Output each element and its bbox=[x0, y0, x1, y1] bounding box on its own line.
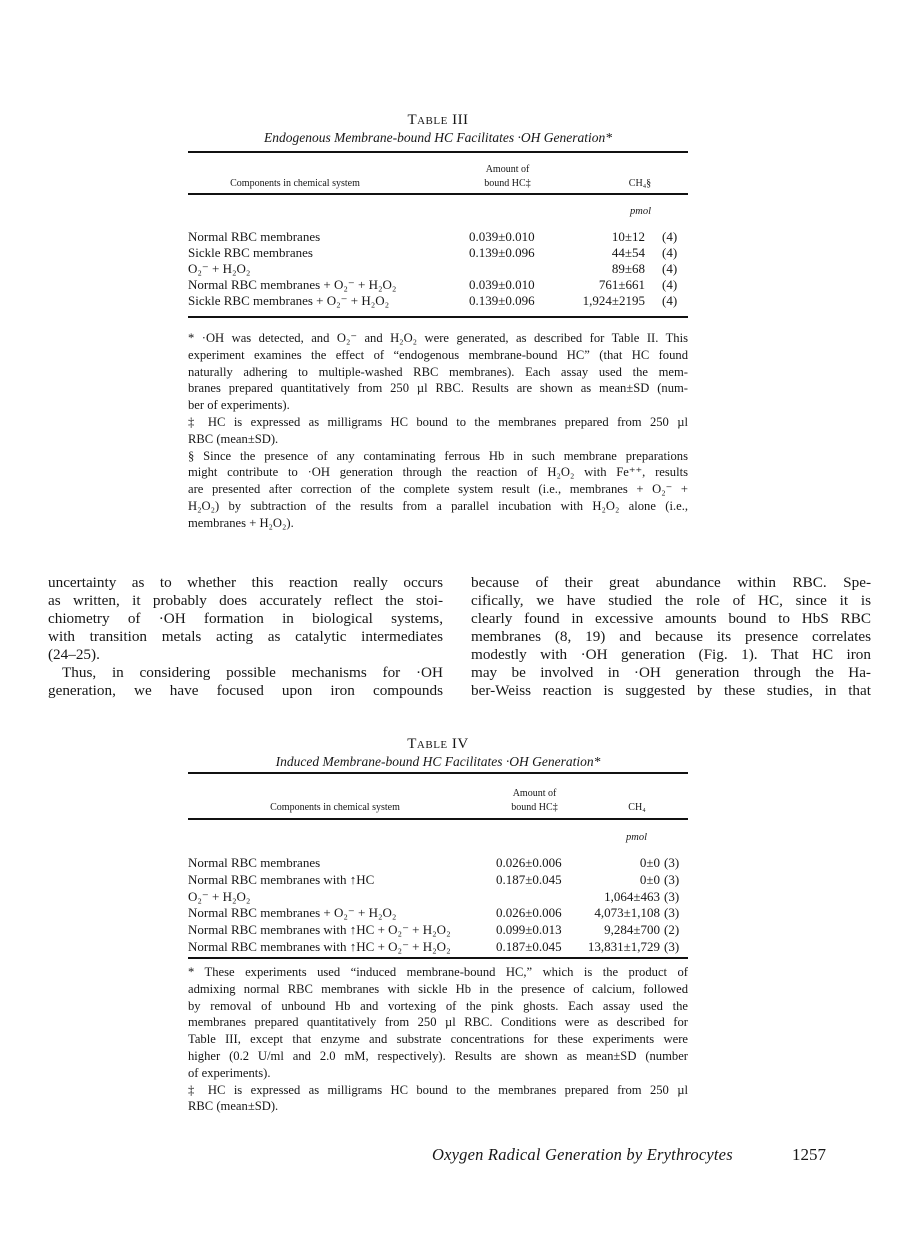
table-row bbox=[188, 872, 688, 888]
experiment-count: (3) bbox=[664, 855, 680, 870]
table-top-rule bbox=[188, 772, 688, 774]
footnote-line: membranes prepared quantitatively from 250 µl RBC. Conditions were as described for bbox=[188, 1015, 688, 1030]
ch4-value: 0±0 bbox=[639, 871, 660, 887]
footnote-line: experiment examines the effect of “endogenous membrane-bound HC” (that HC found bbox=[188, 347, 688, 362]
experiment-count: (3) bbox=[664, 905, 680, 921]
column-header-components: Components in chemical system bbox=[230, 178, 360, 189]
ch4-value: 9,284±700 bbox=[604, 922, 660, 938]
footnote-line: of experiments). bbox=[188, 1065, 271, 1080]
table-row bbox=[188, 905, 688, 921]
experiment-count: (4) bbox=[662, 277, 678, 292]
footnote-line: § Since the presence of any contaminating ferrous Hb in such membrane preparations bbox=[188, 448, 688, 463]
footnote-line: Table III, except that enzyme and substrate concentrations for these experiments were bbox=[188, 1032, 688, 1047]
table-row bbox=[188, 277, 688, 293]
ch4-value: 89±68 bbox=[611, 261, 645, 276]
table-row bbox=[188, 261, 688, 277]
footnote-line: * These experiments used “induced membrane-bound HC,” which is the product of bbox=[188, 965, 688, 979]
body-text-line: with transition metals acting as catalytic intermediates bbox=[48, 628, 443, 645]
table-row bbox=[188, 293, 688, 309]
ch4-value: 0±0 bbox=[639, 855, 660, 870]
bound-hc-value: 0.187±0.045 bbox=[496, 871, 562, 887]
table-top-rule bbox=[188, 151, 688, 153]
ch4-value: 761±661 bbox=[598, 277, 645, 292]
body-text-line: because of their great abundance within RBC. Spe- bbox=[471, 574, 871, 591]
body-text-line: uncertainty as to whether this reaction really occurs bbox=[48, 574, 443, 591]
experiment-count: (2) bbox=[664, 922, 680, 938]
table-footnotes bbox=[188, 964, 688, 1115]
bound-hc-value: 0.139±0.096 bbox=[469, 293, 535, 308]
table-row bbox=[188, 229, 688, 245]
body-column-right bbox=[471, 574, 871, 700]
row-label: Sickle RBC membranes + O₂⁻ + H₂O₂ bbox=[188, 293, 390, 308]
body-column-left bbox=[48, 574, 443, 700]
unit-label: pmol bbox=[630, 206, 651, 217]
row-label: O₂⁻ + H₂O₂ bbox=[188, 888, 251, 904]
table-row bbox=[188, 939, 688, 955]
row-label: Normal RBC membranes with ↑HC bbox=[188, 871, 375, 887]
body-text-line: chiometry of ·OH formation in biological systems, bbox=[48, 610, 443, 627]
bound-hc-value: 0.139±0.096 bbox=[469, 245, 535, 260]
ch4-value: 4,073±1,108 bbox=[594, 905, 660, 921]
body-text-line: generation, we have focused upon iron compounds bbox=[48, 682, 443, 699]
footnote-line: RBC (mean±SD). bbox=[188, 1099, 279, 1114]
table-bottom-rule bbox=[188, 316, 688, 318]
ch4-value: 44±54 bbox=[611, 245, 645, 260]
footnote-line: branes prepared quantitatively from 250 µl RBC. Results are shown as mean±SD (num- bbox=[188, 381, 688, 396]
bound-hc-value: 0.026±0.006 bbox=[496, 855, 562, 870]
body-text-line: cifically, we have studied the role of HC, since it is bbox=[471, 592, 871, 609]
bound-hc-value: 0.039±0.010 bbox=[469, 277, 535, 292]
footnote-line: ‡ HC is expressed as milligrams HC bound to the membranes prepared from 250 µl bbox=[188, 1082, 688, 1097]
footnote-line: naturally adhering to multiple-washed RBC membranes). Each assay used the mem- bbox=[188, 364, 688, 379]
body-text-line: as written, it probably does accurately reflect the stoi- bbox=[48, 592, 443, 609]
table-footnotes bbox=[188, 330, 688, 532]
table-header-rule bbox=[188, 193, 688, 195]
column-header-hc-line1: Amount of bbox=[512, 788, 557, 799]
table-number: Table IV bbox=[407, 736, 469, 752]
table-row bbox=[188, 855, 688, 871]
body-text-line: (24–25). bbox=[48, 646, 100, 663]
footnote-line: RBC (mean±SD). bbox=[188, 431, 279, 446]
body-text-line: ber-Weiss reaction is suggested by these studies, in that bbox=[471, 682, 871, 699]
table-row bbox=[188, 245, 688, 261]
table-bottom-rule bbox=[188, 957, 688, 959]
row-label: Normal RBC membranes + O₂⁻ + H₂O₂ bbox=[188, 277, 397, 292]
unit-label: pmol bbox=[626, 832, 647, 843]
column-header-hc-line2: bound HC‡ bbox=[484, 178, 531, 189]
experiment-count: (3) bbox=[664, 939, 680, 954]
row-label: Normal RBC membranes bbox=[188, 855, 321, 870]
footnote-line: higher (0.2 U/ml and 2.0 mM, respectively). Results are shown as mean±SD (number bbox=[188, 1048, 688, 1063]
column-header-ch4: CH₄§ bbox=[628, 178, 652, 189]
footnote-line: membranes + H₂O₂). bbox=[188, 515, 294, 530]
footnote-line: admixing normal RBC membranes with sickle Hb in the presence of calcium, followed bbox=[188, 981, 688, 996]
body-text-line: modestly with ·OH generation (Fig. 1). That HC iron bbox=[471, 646, 871, 663]
footnote-line: ber of experiments). bbox=[188, 398, 290, 413]
ch4-value: 13,831±1,729 bbox=[587, 939, 660, 954]
row-label: Normal RBC membranes with ↑HC + O₂⁻ + H₂O₂ bbox=[188, 922, 451, 938]
body-text-line: clearly found in excessive amounts bound to HbS RBC bbox=[471, 610, 871, 627]
table-row bbox=[188, 889, 688, 905]
footnote-line: might contribute to ·OH generation through the reaction of H₂O₂ with Fe⁺⁺, results bbox=[188, 465, 688, 480]
row-label: Normal RBC membranes bbox=[188, 229, 321, 244]
bound-hc-value: 0.026±0.006 bbox=[496, 905, 562, 921]
body-text-line: may be involved in ·OH generation through the Ha- bbox=[471, 664, 871, 681]
experiment-count: (4) bbox=[662, 293, 678, 308]
footnote-line: ‡ HC is expressed as milligrams HC bound to the membranes prepared from 250 µl bbox=[188, 414, 688, 429]
bound-hc-value: 0.039±0.010 bbox=[469, 229, 535, 244]
ch4-value: 1,064±463 bbox=[604, 888, 660, 904]
experiment-count: (3) bbox=[664, 888, 680, 904]
ch4-value: 1,924±2195 bbox=[582, 293, 645, 308]
footnote-line: H₂O₂) by subtraction of the results from a parallel incubation with H₂O₂ alone (i.e., bbox=[188, 498, 688, 513]
body-text-line: membranes (8, 19) and because its presence correlates bbox=[471, 628, 871, 645]
bound-hc-value: 0.187±0.045 bbox=[496, 939, 562, 954]
experiment-count: (4) bbox=[662, 229, 678, 244]
column-header-hc-line2: bound HC‡ bbox=[511, 802, 558, 813]
footnote-line: * ·OH was detected, and O₂⁻ and H₂O₂ were generated, as described for Table II. This bbox=[188, 331, 688, 345]
experiment-count: (3) bbox=[664, 871, 680, 887]
row-label: O₂⁻ + H₂O₂ bbox=[188, 261, 251, 276]
table-number: Table III bbox=[407, 112, 469, 128]
page-number: 1257 bbox=[792, 1145, 826, 1164]
table-row bbox=[188, 922, 688, 938]
column-header-components: Components in chemical system bbox=[270, 802, 400, 813]
table-title: Induced Membrane-bound HC Facilitates ·OH Generation* bbox=[275, 754, 601, 769]
table-title: Endogenous Membrane-bound HC Facilitates ·OH Generation* bbox=[264, 130, 612, 145]
body-text-line: Thus, in considering possible mechanisms for ·OH bbox=[62, 664, 443, 681]
footnote-line: by removal of unbound Hb and vortexing of the pink ghosts. Each assay used the bbox=[188, 998, 688, 1013]
running-title: Oxygen Radical Generation by Erythrocytes bbox=[432, 1145, 733, 1164]
table-header-rule bbox=[188, 818, 688, 820]
row-label: Normal RBC membranes with ↑HC + O₂⁻ + H₂O₂ bbox=[188, 939, 451, 954]
column-header-ch4: CH₄ bbox=[628, 802, 646, 813]
row-label: Normal RBC membranes + O₂⁻ + H₂O₂ bbox=[188, 905, 397, 921]
ch4-value: 10±12 bbox=[611, 229, 645, 244]
experiment-count: (4) bbox=[662, 245, 678, 260]
row-label: Sickle RBC membranes bbox=[188, 245, 313, 260]
bound-hc-value: 0.099±0.013 bbox=[496, 922, 562, 938]
column-header-hc-line1: Amount of bbox=[485, 164, 530, 175]
experiment-count: (4) bbox=[662, 261, 678, 276]
footnote-line: are presented after correction of the complete system result (i.e., membranes + O₂⁻ + bbox=[188, 482, 688, 497]
